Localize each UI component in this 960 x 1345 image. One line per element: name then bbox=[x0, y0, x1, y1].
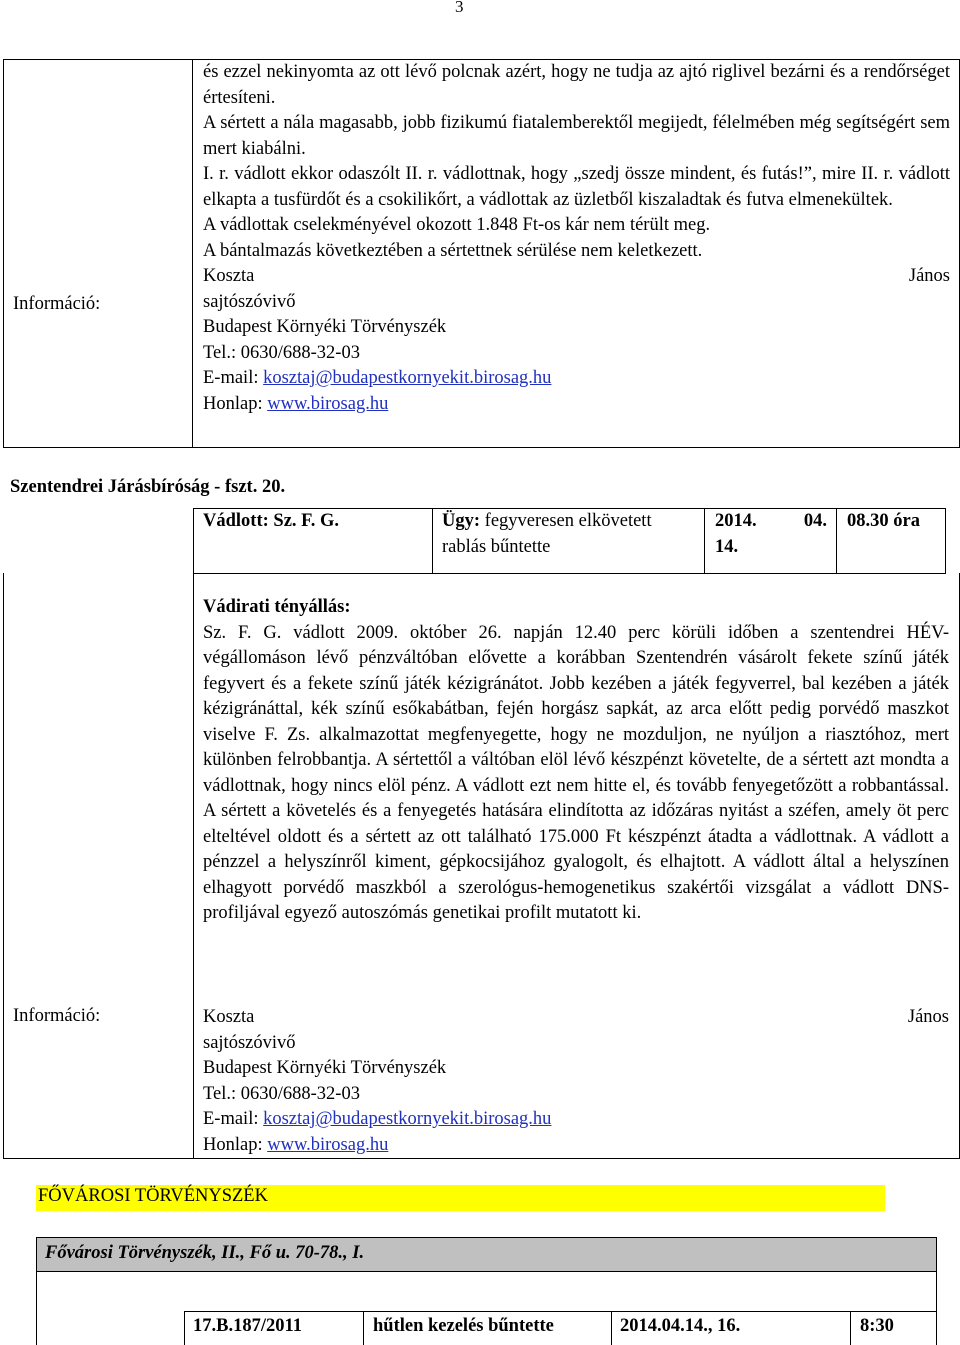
date-cell bbox=[715, 509, 827, 560]
location-header bbox=[36, 1237, 937, 1272]
contact-firstname: János bbox=[908, 266, 950, 286]
press-info-table-1 bbox=[3, 59, 960, 448]
defendant-cell bbox=[203, 509, 339, 535]
contact-tel: Tel.: 0630/688-32-03 bbox=[203, 342, 360, 363]
court-heading: Szentendrei Járásbíróság - fszt. 20. bbox=[10, 477, 286, 497]
court-section-title bbox=[36, 1185, 885, 1211]
contact-web-line bbox=[203, 392, 950, 418]
contact-block bbox=[203, 1005, 949, 1158]
email-link[interactable]: kosztaj@budapestkornyekit.birosag.hu bbox=[263, 1109, 552, 1129]
facts-text: Sz. F. G. vádlott 2009. október 26. napján 12.40 perc körüli időben a szentendrei HÉV-végállomáson lévő pénzváltóban elővette a korábban Szentendrén vásárolt fekete színű játék fegyvert és a fekete színű játék kézigránátot. Jobb kezében a játék fegyverrel, bal kezében a játék kézigránáttal, kék színű esőkabátban, fején horgász sapkát, az arca előtt pedig porvédő maszkot viselve F. Zs. alkalmazottat megfenyegette, hogy ne mozduljon, ne nyúljon a riasztóhoz, mert különben felrobbantja. A sértettől a váltóban elöl lévő készpénzt követelte, de a sértett azt mondta a vádlottnak, hogy nincs elöl pénz. A vádlott ezt nem hitte el, és tovább fenyegetőzött a robbantással. A sértett a követelés és a fenyegetés hatására elindította az időzáras nyitást a széfen, amely öt perc elteltével oldott és a sértett az ott található 175.000 Ft készpénzt átadta a vádlottnak. A vádlott a pénzzel a helyszínről kiment, gépkocsijához gyalogolt, és elhajtott. A vádlott által a helyszínen elhagyott porvédő maszkból a szerológus-hemogenetikus szakértői vizsgálat a vádlott DNS-profiljával egyező autoszómás genetikai profilt mutatott ki. bbox=[203, 622, 949, 923]
narrative-paragraph: A vádlottak cselekményével okozott 1.848 Ft-os kár nem térült meg. bbox=[203, 215, 711, 235]
case-cell bbox=[442, 509, 700, 560]
date-month: 04. bbox=[803, 511, 827, 531]
contact-web-line bbox=[203, 1133, 949, 1159]
info-label: Információ: bbox=[13, 294, 101, 314]
case-name: hűtlen kezelés bűntette bbox=[373, 1316, 554, 1336]
case-narrative bbox=[203, 60, 950, 417]
contact-surname: Koszta bbox=[203, 266, 255, 286]
facts-heading: Vádirati tényállás: bbox=[203, 597, 351, 617]
contact-email-line bbox=[203, 366, 950, 392]
narrative-paragraph: A sértett a nála magasabb, jobb fizikumú fiatalemberektől megijedt, félelmében még segítségért sem mert kiabálni. bbox=[203, 113, 950, 159]
defendant-label: Vádlott: bbox=[203, 511, 269, 531]
contact-name bbox=[203, 1005, 949, 1031]
web-link[interactable]: www.birosag.hu bbox=[267, 393, 389, 414]
web-link[interactable]: www.birosag.hu bbox=[267, 1134, 389, 1155]
contact-org: Budapest Környéki Törvényszék bbox=[203, 1058, 447, 1078]
contact-org: Budapest Környéki Törvényszék bbox=[203, 317, 447, 337]
time-cell: 08.30 óra bbox=[847, 511, 920, 531]
date-day: 14. bbox=[715, 536, 739, 557]
email-label: E-mail: bbox=[203, 368, 264, 388]
email-link[interactable]: kosztaj@budapestkornyekit.birosag.hu bbox=[263, 368, 552, 388]
case-number: 17.B.187/2011 bbox=[193, 1316, 302, 1336]
location-text: Fővárosi Törvényszék, II., Fő u. 70-78., I. bbox=[45, 1243, 365, 1263]
contact-email-line bbox=[203, 1107, 949, 1133]
web-label: Honlap: bbox=[203, 1134, 268, 1155]
hearing-date: 2014.04.14., 16. bbox=[620, 1316, 741, 1336]
court-section-title-text: FŐVÁROSI TÖRVÉNYSZÉK bbox=[38, 1186, 268, 1206]
contact-firstname: János bbox=[907, 1007, 949, 1027]
contact-role: sajtószóvivő bbox=[203, 291, 296, 312]
narrative-paragraph: A bántalmazás következtében a sértettnek sérülése nem keletkezett. bbox=[203, 240, 703, 261]
web-label: Honlap: bbox=[203, 393, 268, 414]
date-year: 2014. bbox=[715, 511, 757, 531]
narrative-paragraph: és ezzel nekinyomta az ott lévő polcnak azért, hogy ne tudja az ajtó riglivel bezárni és a rendőrséget értesíteni. bbox=[203, 62, 950, 108]
contact-name bbox=[203, 264, 950, 290]
contact-surname: Koszta bbox=[203, 1007, 255, 1027]
info-label: Információ: bbox=[13, 1006, 101, 1026]
email-label: E-mail: bbox=[203, 1109, 264, 1129]
case-name: fegyveresen elkövetett rablás bűntette bbox=[442, 511, 652, 557]
indictment-facts bbox=[203, 595, 949, 927]
contact-role: sajtószóvivő bbox=[203, 1032, 296, 1053]
case-label: Ügy: bbox=[442, 511, 481, 531]
contact-tel: Tel.: 0630/688-32-03 bbox=[203, 1083, 360, 1104]
narrative-paragraph: I. r. vádlott ekkor odaszólt II. r. vádlottnak, hogy „szedj össze mindent, és futás!”, mire II. r. vádlott elkapta a tusfürdőt és a csokilikőrt, a vádlottak az üzletből kiszaladtak és futva elmenekültek. bbox=[203, 164, 950, 210]
defendant-name: Sz. F. G. bbox=[273, 511, 340, 531]
hearing-time: 8:30 bbox=[860, 1316, 894, 1336]
page-number: 3 bbox=[455, 0, 464, 16]
